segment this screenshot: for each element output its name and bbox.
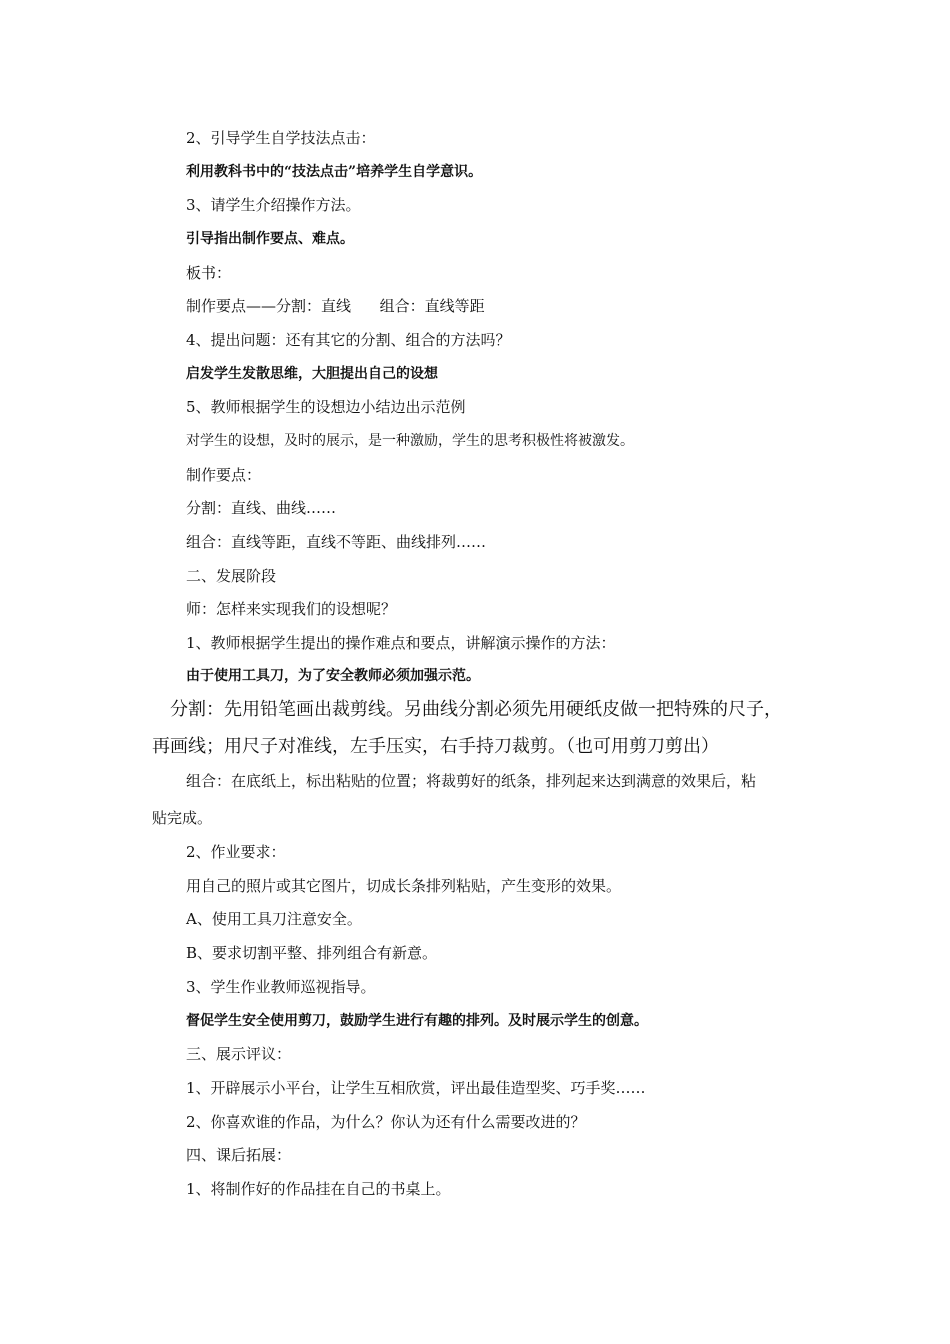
- text-line: 板书：: [186, 264, 232, 282]
- text-line: 制作要点——分割：直线 组合：直线等距: [186, 297, 485, 315]
- text-line-bold: 督促学生安全使用剪刀，鼓励学生进行有趣的排列。及时展示学生的创意。: [186, 1013, 648, 1029]
- text-line: 二、发展阶段: [186, 567, 277, 585]
- text-line: 1、将制作好的作品挂在自己的书桌上。: [186, 1180, 451, 1198]
- text-line: 2、引导学生自学技法点击：: [186, 129, 376, 147]
- text-line: 3、学生作业教师巡视指导。: [186, 978, 376, 996]
- text-line: 组合：在底纸上，标出粘贴的位置；将裁剪好的纸条，排列起来达到满意的效果后，粘: [186, 772, 757, 790]
- text-line: 5、教师根据学生的设想边小结边出示范例: [186, 398, 466, 416]
- text-line: 贴完成。: [152, 809, 213, 827]
- text-line: B、要求切割平整、排列组合有新意。: [186, 944, 438, 962]
- text-line: 制作要点：: [186, 466, 262, 484]
- text-line: 师：怎样来实现我们的设想呢？: [186, 600, 397, 618]
- text-line-bold: 由于使用工具刀，为了安全教师必须加强示范。: [186, 668, 480, 684]
- text-line: 分割：先用铅笔画出裁剪线。另曲线分割必须先用硬纸皮做一把特殊的尺子，: [170, 699, 782, 720]
- text-line: 再画线；用尺子对准线，左手压实，右手持刀裁剪。（也可用剪刀剪出）: [152, 736, 719, 757]
- text-line: 用自己的照片或其它图片，切成长条排列粘贴，产生变形的效果。: [186, 877, 622, 895]
- text-line: 2、你喜欢谁的作品，为什么？你认为还有什么需要改进的？: [186, 1113, 586, 1131]
- text-line-bold: 利用教科书中的“技法点击”培养学生自学意识。: [186, 164, 483, 180]
- text-line: 对学生的设想，及时的展示，是一种激励，学生的思考积极性将被激发。: [186, 433, 634, 449]
- text-line: 3、请学生介绍操作方法。: [186, 196, 361, 214]
- text-line: 1、开辟展示小平台，让学生互相欣赏，评出最佳造型奖、巧手奖……: [186, 1079, 646, 1097]
- text-line: 四、课后拓展：: [186, 1146, 292, 1164]
- text-line: 2、作业要求：: [186, 843, 286, 861]
- text-line: 1、教师根据学生提出的操作难点和要点，讲解演示操作的方法：: [186, 634, 616, 652]
- text-line: 4、提出问题：还有其它的分割、组合的方法吗？: [186, 331, 511, 349]
- text-line: 分割：直线、曲线……: [186, 499, 337, 517]
- text-line-bold: 启发学生发散思维，大胆提出自己的设想: [186, 366, 438, 382]
- text-line: 组合：直线等距，直线不等距、曲线排列……: [186, 533, 487, 551]
- text-line: A、使用工具刀注意安全。: [186, 910, 362, 928]
- text-line-bold: 引导指出制作要点、难点。: [186, 231, 354, 247]
- text-line: 三、展示评议：: [186, 1045, 292, 1063]
